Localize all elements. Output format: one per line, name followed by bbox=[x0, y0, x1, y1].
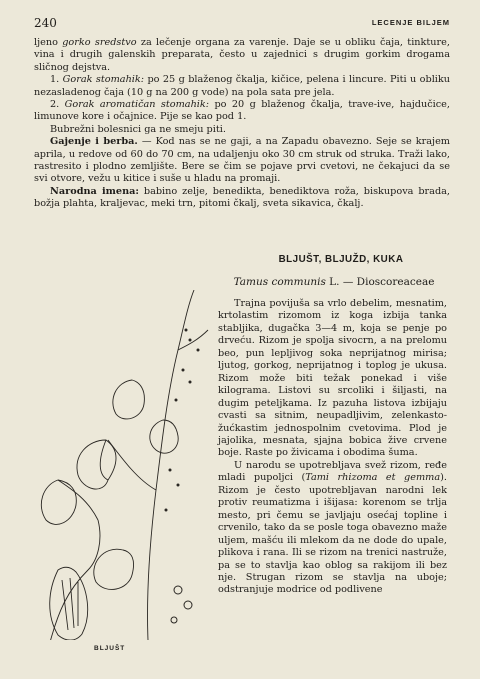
paragraph: ljeno gorko sredstvo za lečenje organa za varenje. Daje se u obliku čaja, tinkture, vina i drugih galenskih preparata, često u zajednici s drugim gorkim drogama sličnog dejstva. bbox=[34, 37, 450, 73]
recipe-2: 2. Gorak aromatičan stomahik: po 20 g blaženog čkalja, trave-ive, hajdučice, limunove kore i očajnice. Pije se kao pod 1. bbox=[34, 99, 450, 123]
section-title: BLJUŠT, BLJUŽD, KUKA bbox=[278, 254, 404, 265]
tamus-communis-botanical-drawing-icon bbox=[28, 290, 214, 640]
warning-note: Bubrežni bolesnici ga ne smeju piti. bbox=[50, 123, 226, 135]
description-paragraph: Trajna povijuša sa vrlo debelim, mesnatim, krtolastim rizomom iz koga izbija tanka stabljika, dugačka 3—4 m, koja se penje po drveću. Rizom je spolja sivocrn, a na prelomu beo, pun lepljivog soka neprijatnog mirisa; ljutog, gorkog, neprijatnog i toplog je ukusa. Rizom može biti težak ponekad i više kilograma. Listovi su srcoliki i šiljasti, na dugim peteljkama. Iz pazuha listova izbijaju cvasti sa sitnim, neupadljivim, zelenkasto-žućkastim jednospolnim cvetovima. Plod je jajolika, mesnata, sjajna bobica žive crvene boje. Raste po živicama i obodima šuma. bbox=[218, 298, 447, 459]
top-text-block bbox=[34, 37, 450, 211]
illustration-caption: BLJUŠT bbox=[94, 645, 126, 652]
cultivation-paragraph: Gajenje i berba. — Kod nas se ne gaji, a na Zapadu obavezno. Seje se krajem aprila, u redove od 60 do 70 cm, na udaljenju oko 30 cm struk od struka. Traži lako, rastresito i plodno zemljište. Bere se čim se pojave prvi cvetovi, ne čekajuci da se svi otvore, vežu u kitice i suše u hladu na promaji. bbox=[34, 136, 450, 185]
folk-names-paragraph: Narodna imena: babino zelje, benedikta, benediktova roža, biskupova brada, božja plahta, kraljevac, meki trn, pitomi čkalj, sveta sikavica, čkalj. bbox=[34, 185, 451, 210]
recipe-1: 1. Gorak stomahik: po 25 g blaženog čkalja, kičice, pelena i lincure. Piti u obliku nezasladenog čaja (10 g na 200 g vode) na pola sata pre jela. bbox=[34, 74, 450, 98]
page-number: 240 bbox=[34, 16, 57, 30]
running-head: LECENJE BILJEM bbox=[371, 18, 450, 27]
page-header bbox=[34, 16, 450, 34]
latin-name: Tamus communis L. — Dioscoreaceae bbox=[233, 276, 435, 288]
right-text-block bbox=[218, 298, 447, 597]
usage-paragraph: U narodu se upotrebljava svež rizom, ređe mladi pupoljci (Tami rhizoma et gemma). Rizom je često upotrebljavan narodni lek protiv reumatizma i išijasa: korenom se trlja mesto, pri čemu se javljaju osećaj topline i crvenilo, tako da se posle toga obavezno maže uljem, mašću ili mlekom da ne dode do upale, plikova i rana. Ili se rizom na trenici nastruže, pa se to stavlja kao oblog sa rakijom ili bez nje. Strugan rizom se stavlja na uboje; odstranjuje modrice od podlivene bbox=[218, 459, 447, 596]
